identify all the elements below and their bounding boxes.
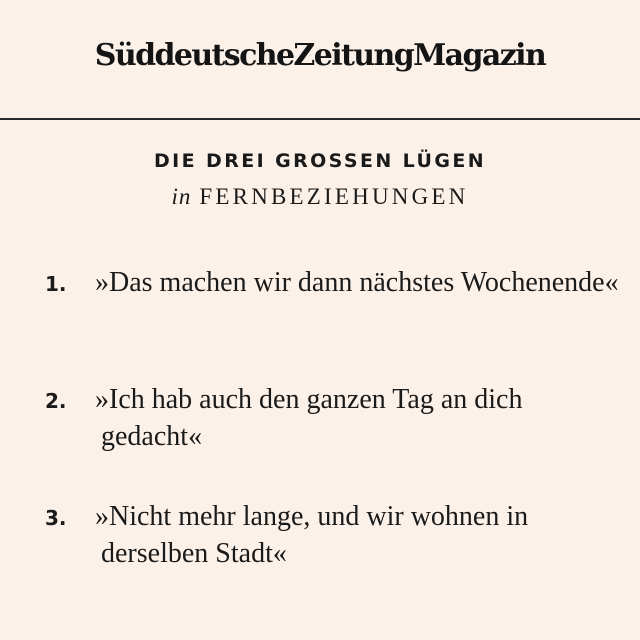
page-subtitle — [0, 184, 640, 210]
brand-logo: SüddeutscheZeitungMagazin — [94, 38, 546, 73]
header-divider — [0, 118, 640, 120]
subtitle-word: FERNBEZIEHUNGEN — [199, 184, 469, 209]
item-text: »Das machen wir dann nächstes Wochenende« — [95, 267, 619, 298]
subtitle-prefix: in — [171, 184, 192, 209]
item-number: 3. — [45, 506, 67, 530]
item-number: 2. — [45, 389, 67, 413]
item-text: »Ich hab auch den ganzen Tag an dich gedacht« — [95, 384, 523, 452]
page-title: DIE DREI GROSSEN LÜGEN — [153, 150, 487, 172]
header — [0, 0, 640, 119]
item-text: »Nicht mehr lange, und wir wohnen in derselben Stadt« — [95, 501, 529, 569]
item-number: 1. — [45, 272, 67, 296]
